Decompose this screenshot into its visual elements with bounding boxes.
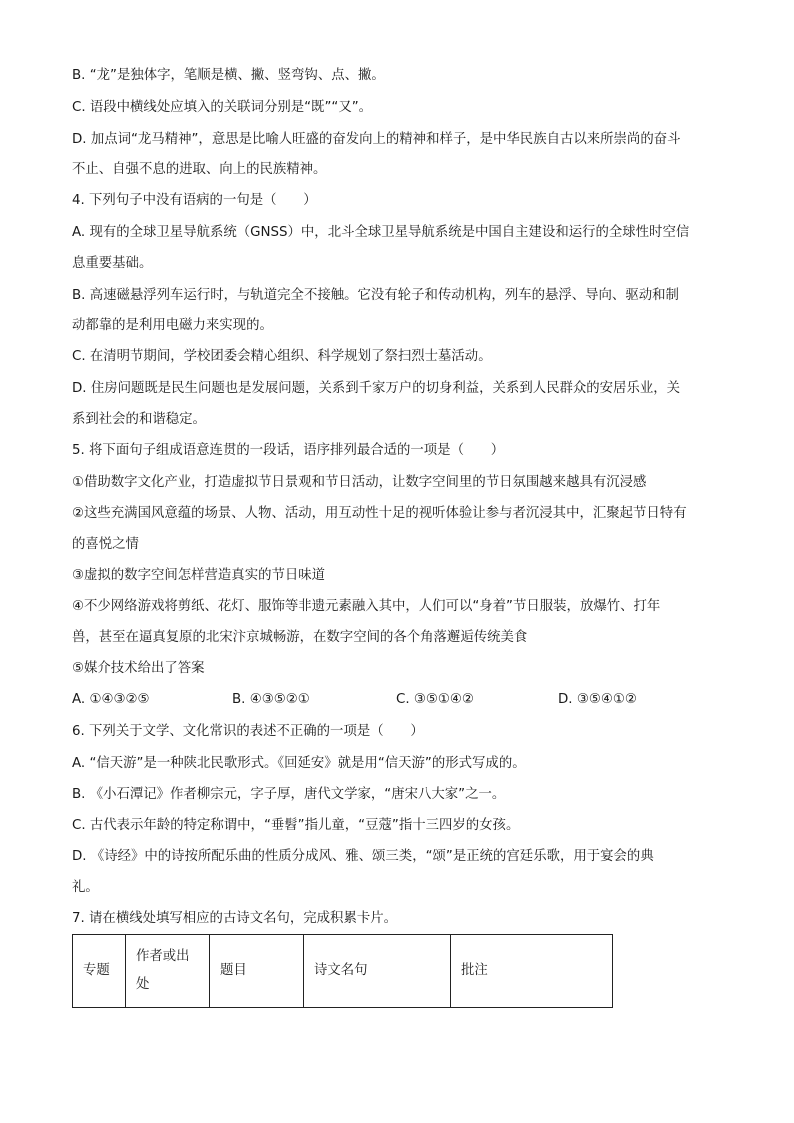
table-header-cell: 诗文名句 [304,935,451,1008]
q5-option-a: A. ①④③②⑤ [72,692,150,707]
text-line: A. 现有的全球卫星导航系统（GNSS）中，北斗全球卫星导航系统是中国自主建设和运行的全球性时空信 [72,225,690,240]
q5-option-c: C. ③⑤①④② [396,692,474,707]
text-line: B. “龙”是独体字，笔顺是横、撇、竖弯钩、点、撇。 [72,68,385,83]
text-line: C. 古代表示年龄的特定称谓中，“垂髫”指儿童，“豆蔻”指十三四岁的女孩。 [72,818,520,833]
text-line: 系到社会的和谐稳定。 [72,412,206,427]
question-5-stem: 5. 将下面句子组成语意连贯的一段话，语序排列最合适的一项是（ ） [72,443,505,458]
text-line: D. 住房问题既是民生问题也是发展问题，关系到千家万户的切身利益，关系到人民群众的安居乐业，关 [72,381,681,396]
table-header-cell: 专题 [73,935,126,1008]
text-line: ①借助数字文化产业，打造虚拟节日景观和节日活动，让数字空间里的节日氛围越来越具有沉浸感 [72,475,647,490]
text-line: B. 《小石潭记》作者柳宗元，字子厚，唐代文学家，“唐宋八大家”之一。 [72,787,506,802]
text-line: ③虚拟的数字空间怎样营造真实的节日味道 [72,568,326,583]
text-line: 的喜悦之情 [72,537,139,552]
text-line: B. 高速磁悬浮列车运行时，与轨道完全不接触。它没有轮子和传动机构，列车的悬浮、导向、驱动和制 [72,288,679,303]
question-7-stem: 7. 请在横线处填写相应的古诗文名句，完成积累卡片。 [72,911,398,926]
text-line: C. 语段中横线处应填入的关联词分别是“既”“又”。 [72,100,373,115]
table-header-cell: 批注 [451,935,613,1008]
table-header-row [73,935,613,1008]
table-header-cell: 作者或出处 [126,935,210,1008]
text-line: 兽，甚至在逼真复原的北宋汴京城畅游，在数字空间的各个角落邂逅传统美食 [72,630,528,645]
text-line: A. “信天游”是一种陕北民歌形式。《回延安》就是用“信天游”的形式写成的。 [72,756,526,771]
text-line: C. 在清明节期间，学校团委会精心组织、科学规划了祭扫烈士墓活动。 [72,349,492,364]
text-line: 息重要基础。 [72,256,153,271]
q5-option-d: D. ③⑤④①② [558,692,637,707]
text-line: ⑤媒介技术给出了答案 [72,661,205,676]
text-line: 动都靠的是利用电磁力来实现的。 [72,318,273,333]
question-6-stem: 6. 下列关于文学、文化常识的表述不正确的一项是（ ） [72,724,424,739]
question-4-stem: 4. 下列句子中没有语病的一句是（ ） [72,193,317,208]
text-line: 不止、自强不息的进取、向上的民族精神。 [72,162,327,177]
text-line: D. 《诗经》中的诗按所配乐曲的性质分成风、雅、颂三类，“颂”是正统的宫廷乐歌，用于宴会的典 [72,849,654,864]
q5-option-b: B. ④③⑤②① [232,692,310,707]
table-header-cell: 题目 [210,935,304,1008]
text-line: ④不少网络游戏将剪纸、花灯、服饰等非遗元素融入其中，人们可以“身着”节日服装，放爆竹、打年 [72,599,661,614]
text-line: D. 加点词“龙马精神”，意思是比喻人旺盛的奋发向上的精神和样子，是中华民族自古以来所崇尚的奋斗 [72,132,681,147]
text-line: ②这些充满国风意蕴的场景、人物、活动，用互动性十足的视听体验让参与者沉浸其中，汇聚起节日特有 [72,506,687,521]
accumulation-card-table [72,934,613,1008]
text-line: 礼。 [72,880,99,895]
